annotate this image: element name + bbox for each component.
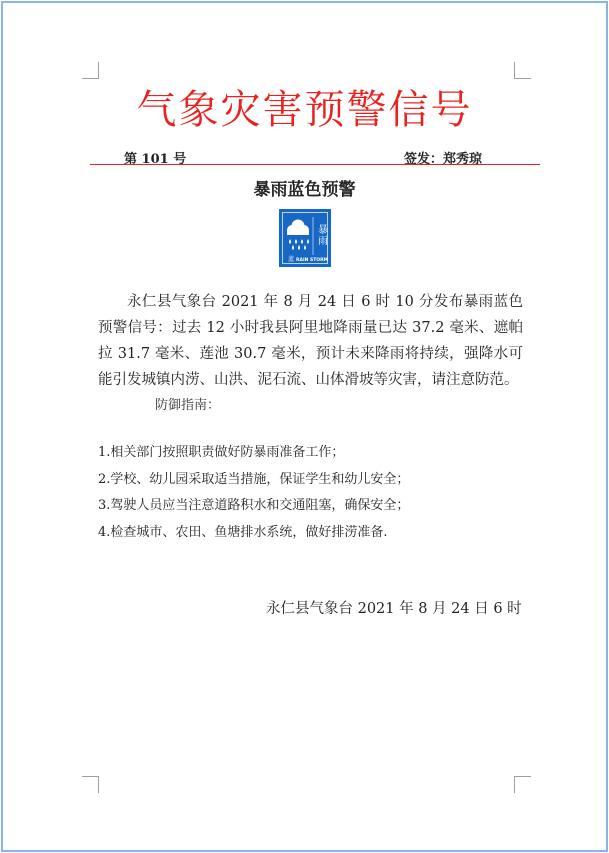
guidance-list xyxy=(98,440,409,546)
document-title: 气象灾害预警信号 xyxy=(136,87,473,133)
guidance-item: 4.检查城市、农田、鱼塘排水系统，做好排涝准备. xyxy=(98,524,388,540)
alert-body-paragraph: 永仁县气象台 2021 年 8 月 24 日 6 时 10 分发布暴雨蓝色预警信号：过去 12 小时我县阿里地降雨量已达 37.2 毫米、遮帕拉 31.7 毫米、莲池 30.7 毫米，预计未来降雨将持续，强降水可能引发城镇内涝、山洪、泥石流、山体滑坡等灾害，请注意防范。 xyxy=(98,294,523,388)
guidance-item: 1.相关部门按照职责做好防暴雨准备工作； xyxy=(98,445,345,460)
icon-label-cn: 暴雨 xyxy=(315,224,327,246)
signer: 签发：郑秀琼 xyxy=(404,152,483,167)
rainstorm-blue-signal-icon xyxy=(279,209,331,267)
crop-mark-top-right xyxy=(514,62,531,79)
header-divider xyxy=(90,164,540,165)
footer-signature: 永仁县气象台 2021 年 8 月 24 日 6 时 xyxy=(266,601,522,617)
guidance-item: 2.学校、幼儿园采取适当措施，保证学生和幼儿安全； xyxy=(98,471,410,487)
crop-mark-top-left xyxy=(82,62,99,79)
guidance-label: 防御指南： xyxy=(155,398,221,413)
icon-label-en: RAIN STORM xyxy=(296,258,329,263)
alert-heading: 暴雨蓝色预警 xyxy=(253,180,356,200)
icon-level-char: 蓝 xyxy=(288,256,295,263)
issue-number: 第 101 号 xyxy=(124,152,187,167)
crop-mark-bottom-left xyxy=(82,776,99,793)
crop-mark-bottom-right xyxy=(514,776,531,793)
guidance-item: 3.驾驶人员应当注意道路积水和交通阻塞，确保安全； xyxy=(98,498,410,513)
